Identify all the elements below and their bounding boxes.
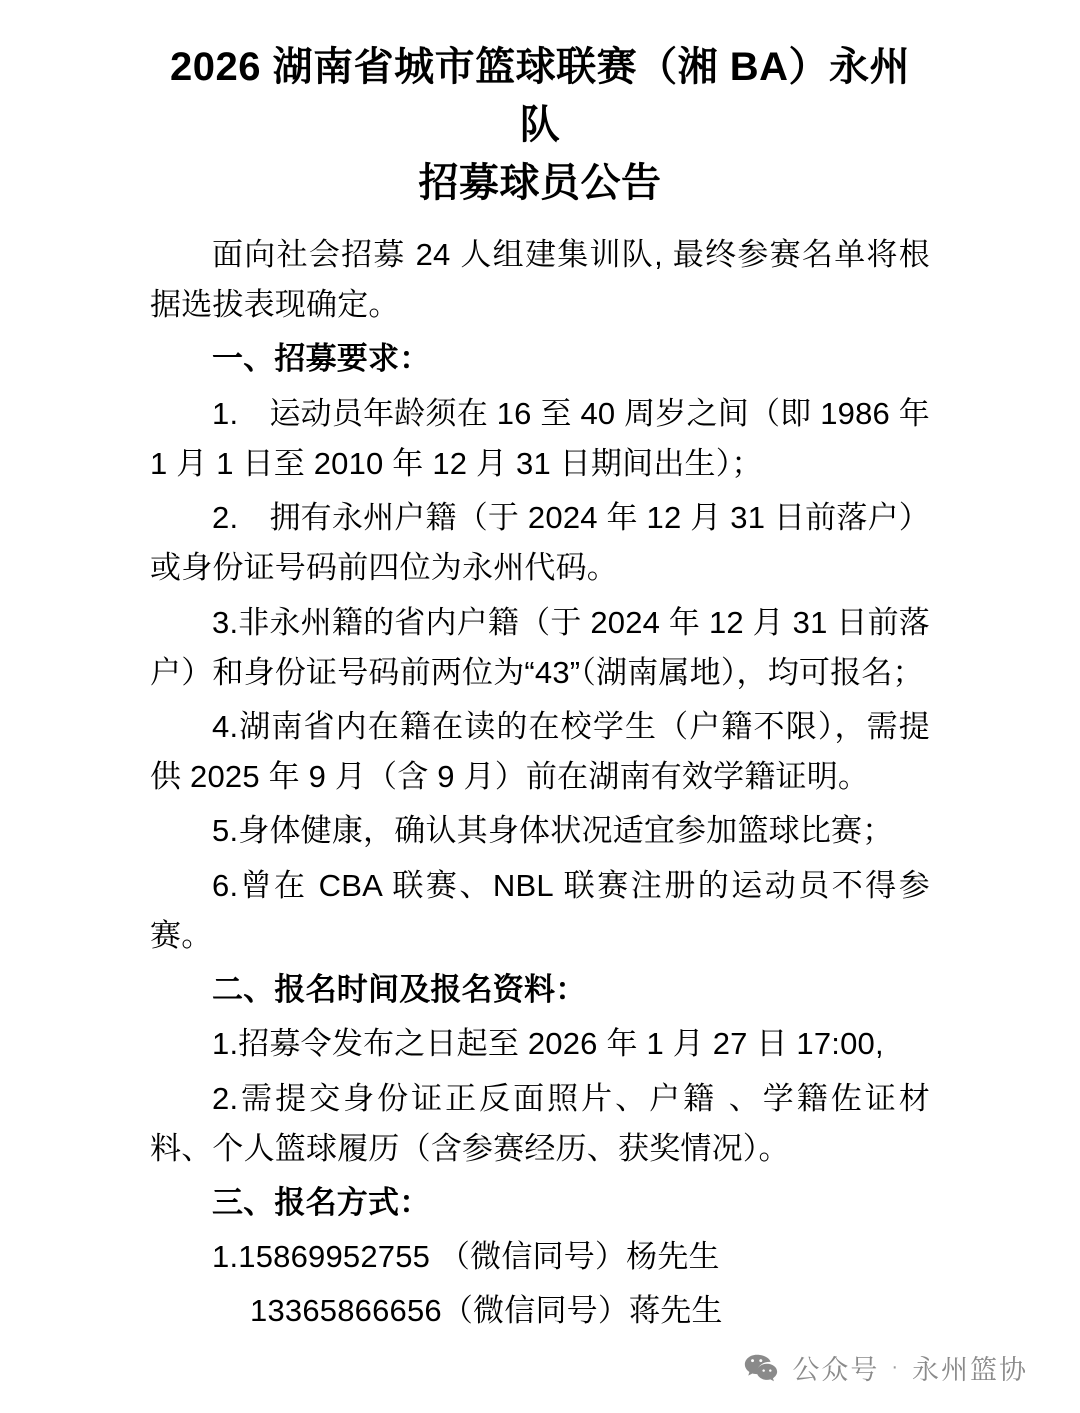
footer-separator: · [891, 1356, 900, 1378]
requirement-item-5: 5.身体健康，确认其身体状况适宜参加篮球比赛； [212, 813, 894, 849]
intro-paragraph: 面向社会招募 24 人组建集训队, 最终参赛名单将根据选拔表现确定。 [150, 237, 930, 323]
registration-item-1: 1.招募令发布之日起至 2026 年 1 月 27 日 17:00, [212, 1026, 884, 1062]
contact-item-1: 1.15869952755 （微信同号）杨先生 [212, 1239, 720, 1275]
section-heading-2: 二、报名时间及报名资料： [212, 972, 587, 1008]
wechat-icon [742, 1349, 780, 1387]
page-title-line-2: 招募球员公告 [418, 161, 662, 205]
requirement-item-1: 1. 运动员年龄须在 16 至 40 周岁之间（即 1986 年 1 月 1 日至 2010 年 12 月 31 日期间出生）； [150, 395, 930, 481]
requirement-item-2: 2. 拥有永州户籍（于 2024 年 12 月 31 日前落户）或身份证号码前四位为永州代码。 [150, 500, 930, 586]
section-heading-1: 一、招募要求： [212, 341, 431, 377]
footer-label: 公众号 [792, 1355, 880, 1385]
requirement-item-3: 3.非永州籍的省内户籍（于 2024 年 12 月 31 日前落户）和身份证号码前两位为“43”（湖南属地），均可报名； [150, 604, 930, 690]
footer-account-name: 永州篮协 [912, 1355, 1028, 1385]
section-heading-3: 三、报名方式： [212, 1184, 431, 1220]
footer-account [742, 1348, 1028, 1387]
page-title-line-1: 2026 湖南省城市篮球联赛（湘 BA）永州队 [170, 45, 910, 147]
requirement-item-6: 6.曾在 CBA 联赛、NBL 联赛注册的运动员不得参赛。 [150, 867, 930, 953]
contact-item-2: 13365866656（微信同号）蒋先生 [250, 1293, 723, 1329]
registration-item-2: 2.需提交身份证正反面照片、户籍 、学籍佐证材料、个人篮球履历（含参赛经历、获奖情况）。 [150, 1080, 930, 1166]
page-title [150, 38, 930, 212]
requirement-item-4: 4.湖南省内在籍在读的在校学生（户籍不限），需提供 2025 年 9 月（含 9 月）前在湖南有效学籍证明。 [150, 708, 930, 795]
